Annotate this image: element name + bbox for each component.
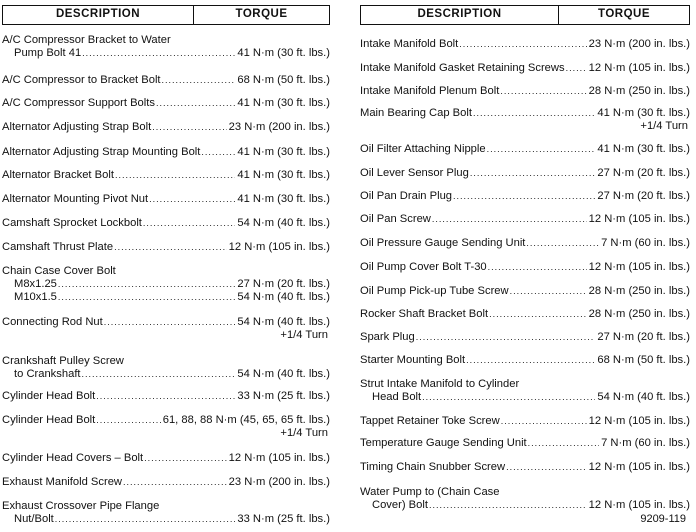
torque-value: 41 N·m (30 ft. lbs.) — [597, 143, 690, 155]
leader-dots — [486, 143, 596, 156]
torque-value: 12 N·m (105 in. lbs.) — [588, 261, 690, 273]
torque-value: 23 N·m (200 in. lbs.) — [228, 476, 330, 488]
leader-dots — [200, 146, 235, 159]
leader-dots — [469, 167, 596, 180]
torque-entry — [360, 237, 690, 250]
torque-value: 28 N·m (250 in. lbs.) — [588, 85, 690, 97]
leader-dots — [143, 452, 227, 465]
torque-value: 54 N·m (40 ft. lbs.) — [237, 368, 330, 380]
torque-value: 27 N·m (20 ft. lbs.) — [237, 278, 330, 290]
leader-dots — [472, 107, 595, 120]
torque-value: 12 N·m (105 in. lbs.) — [588, 499, 690, 511]
item-label: Intake Manifold Bolt — [360, 38, 459, 50]
item-heading: Water Pump to (Chain Case — [360, 486, 500, 498]
torque-value: 7 N·m (60 in. lbs.) — [601, 437, 690, 449]
torque-entry — [360, 415, 690, 428]
item-label: A/C Compressor Support Bolts — [2, 97, 155, 109]
torque-line — [360, 213, 690, 226]
torque-value: 41 N·m (30 ft. lbs.) — [597, 107, 690, 119]
turn-note: +1/4 Turn — [280, 427, 328, 439]
torque-entry — [2, 476, 330, 489]
item-label: Alternator Adjusting Strap Mounting Bolt — [2, 146, 201, 158]
leader-dots — [151, 121, 226, 134]
item-label: Temperature Gauge Sending Unit — [360, 437, 527, 449]
torque-value: 68 N·m (50 ft. lbs.) — [237, 74, 330, 86]
torque-entry — [360, 285, 690, 298]
item-label: Connecting Rod Nut — [2, 316, 103, 328]
leader-dots — [57, 278, 235, 291]
torque-value: 28 N·m (250 in. lbs.) — [588, 308, 690, 320]
torque-line — [360, 461, 690, 474]
leader-dots — [81, 47, 235, 60]
torque-entry — [360, 167, 690, 180]
torque-entry — [360, 308, 690, 321]
torque-line — [2, 414, 330, 427]
torque-line — [2, 74, 330, 87]
leader-dots — [95, 390, 235, 403]
item-label: Nut/Bolt — [14, 513, 54, 525]
leader-dots — [148, 193, 235, 206]
item-heading: Chain Case Cover Bolt — [2, 265, 116, 277]
leader-dots — [452, 190, 595, 203]
item-label: Alternator Bracket Bolt — [2, 169, 114, 181]
torque-entry — [2, 265, 330, 304]
torque-value: 41 N·m (30 ft. lbs.) — [237, 97, 330, 109]
torque-value: 61, 88, 88 N·m (45, 65, 65 ft. lbs.) — [162, 414, 330, 426]
torque-value: 41 N·m (30 ft. lbs.) — [237, 193, 330, 205]
torque-line — [2, 121, 330, 134]
torque-entry — [2, 74, 330, 87]
leader-dots — [415, 331, 596, 344]
item-label: Oil Filter Attaching Nipple — [360, 143, 486, 155]
leader-dots — [122, 476, 227, 489]
torque-value: 33 N·m (25 ft. lbs.) — [237, 390, 330, 402]
torque-entry — [2, 355, 330, 381]
leader-dots — [155, 97, 235, 110]
torque-entry — [360, 213, 690, 226]
item-label: Cover) Bolt — [372, 499, 428, 511]
torque-line — [2, 217, 330, 230]
table-header — [360, 5, 690, 25]
torque-line — [2, 316, 330, 329]
torque-line — [2, 169, 330, 182]
description-header: DESCRIPTION — [361, 6, 559, 24]
item-heading: Strut Intake Manifold to Cylinder — [360, 378, 520, 390]
torque-line — [2, 390, 330, 403]
torque-line — [360, 285, 690, 298]
leader-dots — [95, 414, 160, 427]
torque-entry — [2, 169, 330, 182]
torque-value: 27 N·m (20 ft. lbs.) — [597, 190, 690, 202]
torque-line — [360, 62, 690, 75]
figure-id: 9209-119 — [640, 513, 686, 525]
torque-value: 68 N·m (50 ft. lbs.) — [597, 354, 690, 366]
item-label: Oil Pan Drain Plug — [360, 190, 453, 202]
torque-entry — [2, 414, 330, 440]
torque-entry — [360, 437, 690, 450]
torque-entry — [2, 500, 330, 526]
item-label: Intake Manifold Gasket Retaining Screws — [360, 62, 565, 74]
leader-dots — [465, 354, 595, 367]
torque-line — [2, 278, 330, 291]
torque-entry — [2, 146, 330, 159]
leader-dots — [500, 415, 587, 428]
torque-value: 12 N·m (105 in. lbs.) — [228, 241, 330, 253]
torque-line — [360, 499, 690, 512]
torque-line — [360, 261, 690, 274]
leader-dots — [509, 285, 587, 298]
item-label: M8x1.25 — [14, 278, 57, 290]
torque-value: 28 N·m (250 in. lbs.) — [588, 285, 690, 297]
leader-dots — [81, 368, 236, 381]
torque-line — [2, 368, 330, 381]
torque-value: 27 N·m (20 ft. lbs.) — [597, 167, 690, 179]
torque-entry — [360, 85, 690, 98]
torque-value: 54 N·m (40 ft. lbs.) — [237, 316, 330, 328]
leader-dots — [161, 74, 236, 87]
item-label: to Crankshaft — [14, 368, 81, 380]
torque-line — [2, 452, 330, 465]
torque-entry — [360, 62, 690, 75]
torque-entry — [2, 452, 330, 465]
item-label: Alternator Mounting Pivot Nut — [2, 193, 149, 205]
leader-dots — [57, 291, 235, 304]
torque-line — [2, 476, 330, 489]
torque-entry — [360, 38, 690, 51]
torque-line — [360, 415, 690, 428]
leader-dots — [499, 85, 586, 98]
leader-dots — [54, 513, 236, 526]
torque-entry — [2, 97, 330, 110]
leader-dots — [505, 461, 587, 474]
leader-dots — [113, 241, 227, 254]
description-header: DESCRIPTION — [3, 6, 194, 24]
torque-entry — [2, 34, 330, 60]
torque-entry — [360, 354, 690, 367]
item-label: Pump Bolt 41 — [14, 47, 82, 59]
item-label: Intake Manifold Plenum Bolt — [360, 85, 500, 97]
torque-entry — [2, 193, 330, 206]
item-label: Oil Pump Pick-up Tube Screw — [360, 285, 509, 297]
torque-value: 12 N·m (105 in. lbs.) — [588, 62, 690, 74]
torque-value: 23 N·m (200 in. lbs.) — [588, 38, 690, 50]
item-heading: Crankshaft Pulley Screw — [2, 355, 124, 367]
item-label: M10x1.5 — [14, 291, 57, 303]
torque-line — [2, 513, 330, 526]
item-label: A/C Compressor to Bracket Bolt — [2, 74, 161, 86]
torque-line — [2, 47, 330, 60]
torque-line — [2, 146, 330, 159]
torque-line — [360, 85, 690, 98]
torque-entry — [360, 461, 690, 474]
item-label: Camshaft Thrust Plate — [2, 241, 114, 253]
torque-line — [360, 107, 690, 120]
torque-line — [360, 167, 690, 180]
torque-line — [2, 241, 330, 254]
item-heading: A/C Compressor Bracket to Water — [2, 34, 171, 46]
right-column — [360, 5, 690, 511]
torque-entry — [2, 121, 330, 134]
torque-entry — [360, 261, 690, 274]
item-label: Oil Pressure Gauge Sending Unit — [360, 237, 526, 249]
torque-header: TORQUE — [598, 8, 650, 20]
torque-entry — [2, 316, 330, 342]
torque-value: 54 N·m (40 ft. lbs.) — [237, 217, 330, 229]
torque-line — [360, 190, 690, 203]
torque-entry — [360, 190, 690, 203]
item-label: Spark Plug — [360, 331, 415, 343]
torque-value: 27 N·m (20 ft. lbs.) — [597, 331, 690, 343]
torque-entry — [2, 390, 330, 403]
torque-value: 54 N·m (40 ft. lbs.) — [597, 391, 690, 403]
item-label: Camshaft Sprocket Lockbolt — [2, 217, 142, 229]
turn-note: +1/4 Turn — [280, 329, 328, 341]
item-label: Exhaust Manifold Screw — [2, 476, 123, 488]
leader-dots — [488, 308, 587, 321]
item-label: Rocker Shaft Bracket Bolt — [360, 308, 489, 320]
item-label: Cylinder Head Bolt — [2, 414, 96, 426]
item-label: Tappet Retainer Toke Screw — [360, 415, 500, 427]
turn-note: +1/4 Turn — [640, 120, 688, 132]
torque-line — [2, 97, 330, 110]
torque-entry — [2, 217, 330, 230]
item-label: Cylinder Head Bolt — [2, 390, 96, 402]
torque-entry — [2, 241, 330, 254]
item-label: Timing Chain Snubber Screw — [360, 461, 506, 473]
item-label: Oil Lever Sensor Plug — [360, 167, 469, 179]
item-label: Cylinder Head Covers – Bolt — [2, 452, 144, 464]
torque-entry — [360, 143, 690, 156]
item-label: Head Bolt — [372, 391, 422, 403]
item-heading: Exhaust Crossover Pipe Flange — [2, 500, 160, 512]
torque-value: 7 N·m (60 in. lbs.) — [601, 237, 690, 249]
torque-line — [360, 354, 690, 367]
torque-value: 12 N·m (105 in. lbs.) — [588, 461, 690, 473]
leader-dots — [103, 316, 236, 329]
torque-value: 33 N·m (25 ft. lbs.) — [237, 513, 330, 525]
leader-dots — [431, 213, 587, 226]
torque-entry — [360, 331, 690, 344]
torque-value: 41 N·m (30 ft. lbs.) — [237, 146, 330, 158]
torque-value: 54 N·m (40 ft. lbs.) — [237, 291, 330, 303]
leader-dots — [527, 437, 599, 450]
torque-header: TORQUE — [235, 8, 288, 20]
leader-dots — [487, 261, 587, 274]
item-label: Oil Pan Screw — [360, 213, 431, 225]
leader-dots — [428, 499, 587, 512]
torque-line — [360, 143, 690, 156]
torque-line — [360, 331, 690, 344]
torque-line — [360, 437, 690, 450]
torque-line — [2, 193, 330, 206]
torque-line — [2, 291, 330, 304]
torque-entry — [360, 107, 690, 133]
item-label: Alternator Adjusting Strap Bolt — [2, 121, 152, 133]
leader-dots — [114, 169, 235, 182]
item-label: Main Bearing Cap Bolt — [360, 107, 472, 119]
torque-line — [360, 237, 690, 250]
table-header — [2, 5, 330, 25]
torque-line — [360, 391, 690, 404]
item-label: Oil Pump Cover Bolt T-30 — [360, 261, 487, 273]
left-column — [2, 5, 330, 525]
leader-dots — [458, 38, 586, 51]
torque-value: 12 N·m (105 in. lbs.) — [588, 213, 690, 225]
torque-value: 23 N·m (200 in. lbs.) — [228, 121, 330, 133]
leader-dots — [565, 62, 587, 75]
leader-dots — [142, 217, 235, 230]
torque-entry — [360, 378, 690, 404]
torque-entry — [360, 486, 690, 512]
leader-dots — [421, 391, 595, 404]
torque-value: 12 N·m (105 in. lbs.) — [228, 452, 330, 464]
torque-line — [360, 308, 690, 321]
torque-value: 12 N·m (105 in. lbs.) — [588, 415, 690, 427]
torque-value: 41 N·m (30 ft. lbs.) — [237, 47, 330, 59]
torque-value: 41 N·m (30 ft. lbs.) — [237, 169, 330, 181]
leader-dots — [525, 237, 599, 250]
torque-line — [360, 38, 690, 51]
item-label: Starter Mounting Bolt — [360, 354, 466, 366]
